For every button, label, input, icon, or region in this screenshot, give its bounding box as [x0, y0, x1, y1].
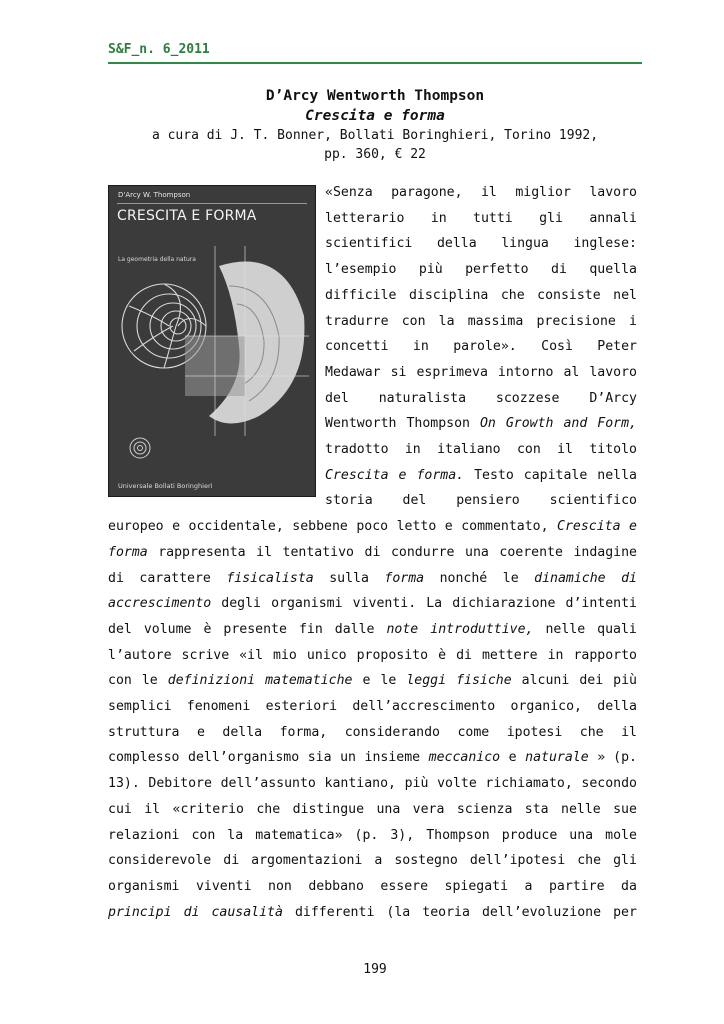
- word: capitale: [523, 468, 588, 483]
- word: scientifici: [325, 236, 413, 251]
- word: e: [444, 519, 453, 534]
- word: e: [196, 725, 205, 740]
- word: 3),: [390, 828, 415, 843]
- word: quella: [589, 262, 637, 277]
- word: condurre: [390, 545, 455, 560]
- word: dalle: [334, 622, 375, 637]
- word: con: [401, 314, 426, 329]
- word: struttura: [108, 725, 180, 740]
- word: poco: [356, 519, 389, 534]
- word: che: [579, 725, 604, 740]
- word: una: [376, 802, 401, 817]
- word: proposito: [356, 648, 429, 663]
- word: lingua: [501, 236, 549, 251]
- word: storia: [325, 493, 373, 508]
- word: pensiero: [456, 493, 520, 508]
- text-line: [325, 309, 637, 335]
- word: perfetto: [465, 262, 529, 277]
- text-line: [325, 488, 637, 514]
- word: d’intenti: [565, 596, 637, 611]
- word: tutti: [473, 211, 513, 226]
- text-line: [325, 180, 637, 206]
- word: esteriori: [265, 699, 338, 714]
- word: matematica»: [255, 828, 343, 843]
- word: Medawar: [325, 365, 381, 380]
- word: alcuni: [521, 673, 570, 688]
- word: nel: [613, 288, 637, 303]
- word: con: [516, 442, 541, 457]
- word: fenomeni: [186, 699, 251, 714]
- word: La: [426, 596, 443, 611]
- word: occidentale,: [188, 519, 284, 534]
- word: al: [563, 365, 580, 380]
- word: nelle: [561, 802, 601, 817]
- word: esprimeva: [416, 365, 488, 380]
- word: e: [508, 750, 517, 765]
- word: di: [621, 571, 637, 586]
- word: meccanico: [428, 750, 501, 765]
- word: del: [402, 493, 427, 508]
- word: organismi: [271, 596, 343, 611]
- word: gli: [613, 853, 637, 868]
- text-line: [108, 848, 637, 874]
- word: Crescita: [557, 519, 621, 534]
- word: del: [108, 622, 132, 637]
- word: introduttive,: [430, 622, 534, 637]
- word: a: [524, 879, 533, 894]
- word: fisicalista: [226, 571, 314, 586]
- word: matematiche: [265, 673, 353, 688]
- word: lavoro: [589, 365, 637, 380]
- text-line: [325, 283, 637, 309]
- word: parole».: [453, 339, 517, 354]
- word: Così: [541, 339, 573, 354]
- text-line: [108, 591, 637, 617]
- word: della: [597, 699, 637, 714]
- word: e: [398, 468, 407, 483]
- word: «il: [239, 648, 264, 663]
- publication-info-line1: a cura di J. T. Bonner, Bollati Boringhieri, Torino 1992,: [151, 128, 599, 143]
- word: il: [557, 442, 573, 457]
- word: consiste: [537, 288, 601, 303]
- word: fin: [298, 622, 323, 637]
- text-line: [108, 566, 637, 592]
- word: dell’ipotesi: [469, 853, 566, 868]
- word: forma: [384, 571, 425, 586]
- word: scientifico: [549, 493, 637, 508]
- word: partire: [548, 879, 605, 894]
- cover-subtitle: La geometria della natura: [118, 256, 196, 263]
- cover-title: CRESCITA E FORMA: [117, 208, 257, 224]
- word: il: [621, 725, 637, 740]
- review-heading: [108, 86, 642, 164]
- word: Form,: [597, 416, 637, 431]
- word: produce: [501, 828, 558, 843]
- word: di: [364, 545, 381, 560]
- journal-header: S&F_n. 6_2011: [108, 42, 210, 57]
- word: e: [362, 673, 371, 688]
- word: come: [457, 725, 490, 740]
- word: differenti: [294, 905, 375, 920]
- word: dell’accrescimento: [352, 699, 496, 714]
- word: inglese:: [573, 236, 637, 251]
- word: 13).: [108, 776, 140, 791]
- word: rappresenta: [158, 545, 246, 560]
- word: il: [256, 545, 272, 560]
- word: complesso: [108, 750, 180, 765]
- text-line: [325, 360, 637, 386]
- word: l’autore: [108, 648, 172, 663]
- word: dell’evoluzione: [481, 905, 602, 920]
- word: un: [340, 750, 356, 765]
- word: viventi.: [352, 596, 417, 611]
- word: del: [325, 391, 349, 406]
- text-line: [325, 411, 637, 437]
- word: sulla: [329, 571, 369, 586]
- word: miglior: [515, 185, 571, 200]
- word: Thompson: [426, 828, 490, 843]
- word: le: [502, 571, 519, 586]
- word: lavoro: [589, 185, 637, 200]
- word: nella: [597, 468, 637, 483]
- text-line: [325, 463, 637, 489]
- word: «Senza: [325, 185, 373, 200]
- word: di: [456, 648, 472, 663]
- word: fisiche: [456, 673, 512, 688]
- word: della: [436, 236, 477, 251]
- text-line: [108, 720, 637, 746]
- word: Growth: [505, 416, 554, 431]
- text-line: [108, 643, 637, 669]
- word: distingue: [292, 802, 365, 817]
- word: sostegno: [394, 853, 458, 868]
- text-line: [108, 823, 637, 849]
- word: (p.: [354, 828, 379, 843]
- word: forma: [108, 545, 148, 560]
- word: D’Arcy: [589, 391, 637, 406]
- word: non: [268, 879, 292, 894]
- word: definizioni: [167, 673, 256, 688]
- text-line: [108, 900, 637, 926]
- word: sta: [524, 802, 549, 817]
- word: è: [438, 648, 447, 663]
- word: la: [227, 828, 244, 843]
- word: la: [438, 314, 455, 329]
- word: dichiarazione: [452, 596, 556, 611]
- word: semplici: [108, 699, 172, 714]
- word: che: [577, 853, 602, 868]
- book-title: Crescita e forma: [305, 108, 445, 124]
- word: rapporto: [573, 648, 637, 663]
- word: più: [613, 673, 637, 688]
- word: precisione: [536, 314, 616, 329]
- word: disciplina: [408, 288, 489, 303]
- word: teoria: [422, 905, 470, 920]
- word: debbano: [308, 879, 364, 894]
- cover-author: D'Arcy W. Thompson: [118, 191, 191, 199]
- word: le: [380, 673, 397, 688]
- text-line: [108, 797, 637, 823]
- word: indagine: [573, 545, 637, 560]
- word: a: [374, 853, 383, 868]
- cover-divider: [117, 203, 307, 204]
- header-rule: [108, 62, 642, 64]
- word: dell’assunto: [220, 776, 316, 791]
- word: dell’organismo: [188, 750, 300, 765]
- text-line: [325, 206, 637, 232]
- word: intorno: [497, 365, 554, 380]
- word: annali: [589, 211, 637, 226]
- word: considerando: [344, 725, 440, 740]
- word: è: [203, 622, 212, 637]
- word: e: [172, 519, 181, 534]
- word: Thompson: [406, 416, 470, 431]
- word: il: [144, 802, 161, 817]
- word: principi: [108, 905, 172, 920]
- word: più: [404, 776, 429, 791]
- word: con: [108, 673, 132, 688]
- word: nelle: [545, 622, 586, 637]
- word: Wentworth: [325, 416, 397, 431]
- word: in: [430, 211, 447, 226]
- word: che: [256, 802, 281, 817]
- word: le: [141, 673, 158, 688]
- word: paragone,: [391, 185, 463, 200]
- word: viventi: [195, 879, 252, 894]
- word: Debitore: [148, 776, 212, 791]
- word: una: [569, 828, 594, 843]
- word: letterario: [325, 211, 405, 226]
- word: naturalista: [378, 391, 467, 406]
- word: dei: [579, 673, 604, 688]
- text-line: [108, 617, 637, 643]
- word: in: [547, 648, 564, 663]
- book-author: D’Arcy Wentworth Thompson: [265, 88, 485, 104]
- word: si: [390, 365, 407, 380]
- cover-publisher: Universale Bollati Boringhieri: [118, 482, 213, 490]
- word: dinamiche: [534, 571, 606, 586]
- word: mole: [605, 828, 637, 843]
- word: sia: [307, 750, 332, 765]
- word: volte: [437, 776, 477, 791]
- word: organico,: [510, 699, 582, 714]
- nautilus-shell-illustration: [109, 186, 315, 496]
- word: ipotesi: [506, 725, 563, 740]
- word: di: [223, 853, 240, 868]
- word: naturale: [525, 750, 589, 765]
- word: » (p.: [597, 750, 637, 765]
- text-line: [108, 874, 637, 900]
- word: una: [465, 545, 489, 560]
- word: europeo: [108, 519, 164, 534]
- book-cover-image: [108, 185, 316, 497]
- word: l’esempio: [325, 262, 397, 277]
- word: unico: [306, 648, 347, 663]
- word: tradurre: [325, 314, 389, 329]
- word: scozzese: [495, 391, 560, 406]
- word: per: [613, 905, 637, 920]
- word: note: [386, 622, 419, 637]
- word: gli: [539, 211, 563, 226]
- word: richiamato,: [485, 776, 573, 791]
- word: and: [563, 416, 588, 431]
- word: della: [222, 725, 263, 740]
- word: «criterio: [172, 802, 244, 817]
- word: mettere: [481, 648, 538, 663]
- word: i: [629, 314, 637, 329]
- word: tentativo: [282, 545, 354, 560]
- word: concetti: [325, 339, 389, 354]
- word: scienza: [456, 802, 513, 817]
- page-number: 199: [363, 962, 387, 977]
- word: degli: [221, 596, 261, 611]
- word: scrive: [181, 648, 230, 663]
- word: Peter: [597, 339, 637, 354]
- word: in: [412, 339, 429, 354]
- word: argomentazioni: [251, 853, 363, 868]
- word: di: [183, 905, 200, 920]
- word: insieme: [364, 750, 421, 765]
- word: in: [404, 442, 421, 457]
- word: italiano: [437, 442, 501, 457]
- word: carattere: [139, 571, 211, 586]
- word: forma,: [279, 725, 328, 740]
- word: accrescimento: [108, 596, 212, 611]
- word: commentato,: [461, 519, 549, 534]
- word: di: [551, 262, 567, 277]
- word: nonché: [439, 571, 488, 586]
- word: più: [418, 262, 443, 277]
- word: sue: [613, 802, 637, 817]
- text-line: [108, 694, 637, 720]
- text-line: [108, 745, 637, 771]
- text-line: [108, 540, 637, 566]
- word: di: [108, 571, 124, 586]
- word: vera: [412, 802, 445, 817]
- text-line: [325, 437, 637, 463]
- word: coerente: [499, 545, 563, 560]
- publication-info-line2: pp. 360, € 22: [324, 147, 426, 162]
- word: da: [621, 879, 637, 894]
- text-line: [108, 514, 637, 540]
- text-line: [325, 386, 637, 412]
- word: il: [480, 185, 497, 200]
- word: e: [629, 519, 637, 534]
- text-line: [108, 771, 637, 797]
- word: Testo: [474, 468, 514, 483]
- word: titolo: [589, 442, 637, 457]
- word: letto: [396, 519, 437, 534]
- word: cui: [108, 802, 132, 817]
- word: tradotto: [325, 442, 389, 457]
- word: difficile: [325, 288, 397, 303]
- word: leggi: [406, 673, 447, 688]
- word: massima: [467, 314, 524, 329]
- text-line: [325, 257, 637, 283]
- word: presente: [223, 622, 287, 637]
- word: mio: [273, 648, 297, 663]
- word: forma.: [416, 468, 465, 483]
- word: kantiano,: [324, 776, 396, 791]
- text-line: [325, 231, 637, 257]
- word: secondo: [581, 776, 637, 791]
- text-line: [108, 668, 637, 694]
- word: organismi: [108, 879, 180, 894]
- word: On: [479, 416, 496, 431]
- word: essere: [380, 879, 429, 894]
- text-line: [325, 334, 637, 360]
- word: relazioni: [108, 828, 180, 843]
- word: spiegati: [444, 879, 509, 894]
- word: con: [191, 828, 216, 843]
- word: quali: [597, 622, 637, 637]
- word: Crescita: [325, 468, 389, 483]
- word: che: [500, 288, 525, 303]
- word: volume: [143, 622, 192, 637]
- word: (la: [386, 905, 411, 920]
- word: causalità: [211, 905, 283, 920]
- word: considerevole: [108, 853, 212, 868]
- word: sebbene: [292, 519, 348, 534]
